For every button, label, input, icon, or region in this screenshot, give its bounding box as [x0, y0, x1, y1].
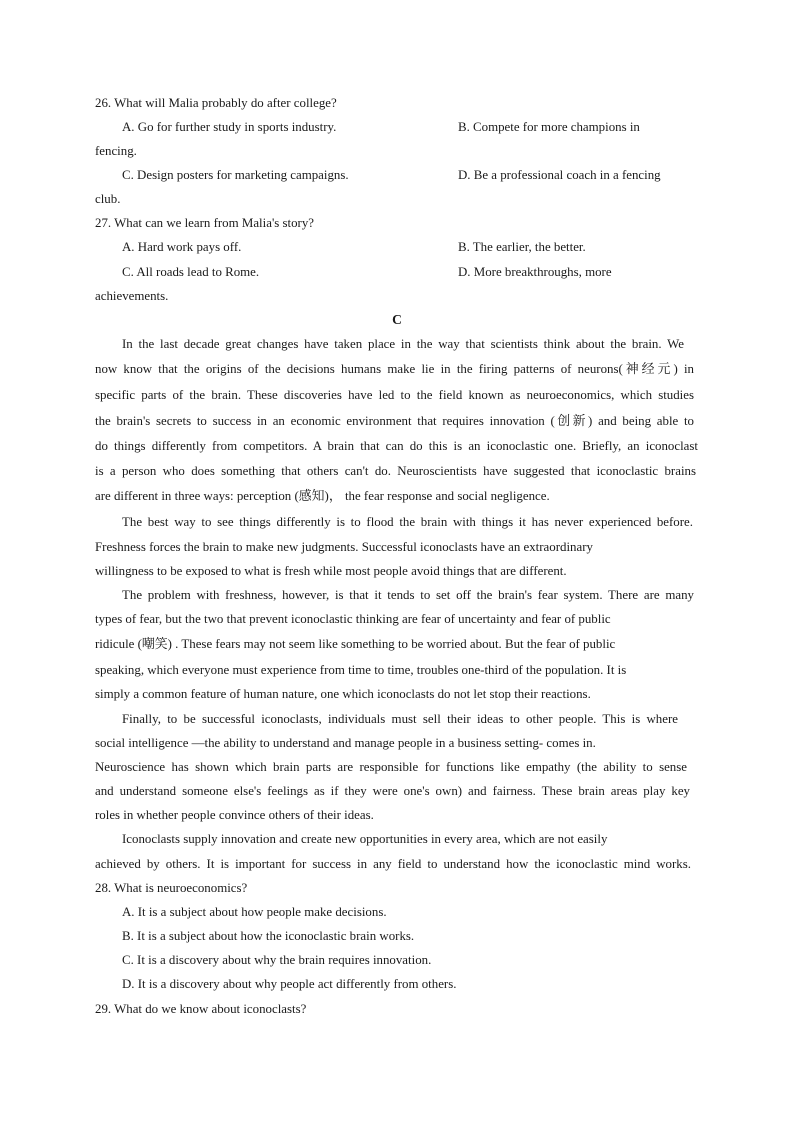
section-title: C	[392, 312, 402, 327]
q27-option-b: B. The earlier, the better.	[458, 240, 586, 254]
q27-option-d: D. More breakthroughs, more	[458, 265, 612, 279]
passage-line: Freshness forces the brain to make new judgments. Successful iconoclasts have an extraordinary	[95, 540, 593, 554]
passage-line: the brain's secrets to success in an economic environment that requires innovation (创新) and being able to	[95, 414, 694, 428]
passage-line: are different in three ways: perception (感知)， the fear response and social negligence.	[95, 489, 550, 503]
passage-line: now know that the origins of the decisions humans make lie in the firing patterns of neurons(神经元) in	[95, 362, 694, 376]
passage-line: simply a common feature of human nature, one which iconoclasts do not let stop their reactions.	[95, 687, 591, 701]
q26-option-b-cont: fencing.	[95, 144, 137, 158]
passage-line: ridicule (嘲笑) . These fears may not seem like something to be worried about. But the fear of public	[95, 637, 616, 651]
passage-line: In the last decade great changes have taken place in the way that scientists think about the brain. We	[122, 337, 684, 351]
q26-option-d: D. Be a professional coach in a fencing	[458, 168, 661, 182]
passage-line: roles in whether people convince others of their ideas.	[95, 808, 374, 822]
passage-line: and understand someone else's feelings as if they were one's own) and fairness. These brain areas play key	[95, 784, 690, 798]
q28-option-c: C. It is a discovery about why the brain requires innovation.	[122, 953, 432, 967]
passage-line: achieved by others. It is important for success in any field to understand how the iconoclastic mind works.	[95, 857, 691, 871]
passage-line: The problem with freshness, however, is that it tends to set off the brain's fear system. There are many	[122, 588, 694, 602]
q26-option-b: B. Compete for more champions in	[458, 120, 640, 134]
passage-line: speaking, which everyone must experience from time to time, troubles one-third of the population. It is	[95, 663, 627, 677]
question-26: 26. What will Malia probably do after college?	[95, 96, 337, 110]
q27-option-c: C. All roads lead to Rome.	[122, 265, 260, 279]
q28-option-d: D. It is a discovery about why people act differently from others.	[122, 977, 457, 991]
passage-line: specific parts of the brain. These discoveries have led to the field known as neuroeconomics, which studies	[95, 388, 694, 402]
passage-line: social intelligence —the ability to understand and manage people in a business setting- comes in.	[95, 736, 596, 750]
passage-line: types of fear, but the two that prevent iconoclastic thinking are fear of uncertainty and fear of public	[95, 612, 611, 626]
passage-line: Neuroscience has shown which brain parts are responsible for functions like empathy (the ability to sense	[95, 760, 687, 774]
q26-option-c: C. Design posters for marketing campaigns.	[122, 168, 349, 182]
passage-line: willingness to be exposed to what is fresh while most people avoid things that are different.	[95, 564, 567, 578]
question-29: 29. What do we know about iconoclasts?	[95, 1002, 307, 1016]
q26-option-a: A. Go for further study in sports industry.	[122, 120, 337, 134]
question-28: 28. What is neuroeconomics?	[95, 881, 248, 895]
passage-line: The best way to see things differently is to flood the brain with things it has never experienced before.	[122, 515, 693, 529]
question-27: 27. What can we learn from Malia's story?	[95, 216, 315, 230]
q28-option-b: B. It is a subject about how the iconoclastic brain works.	[122, 929, 415, 943]
q27-option-d-cont: achievements.	[95, 289, 169, 303]
passage-line: Finally, to be successful iconoclasts, individuals must sell their ideas to other people. This is where	[122, 712, 678, 726]
q26-option-d-cont: club.	[95, 192, 121, 206]
q27-option-a: A. Hard work pays off.	[122, 240, 242, 254]
passage-line: is a person who does something that others can't do. Neuroscientists have suggested that iconoclastic brains	[95, 464, 696, 478]
passage-line: do things differently from competitors. A brain that can do this is an iconoclastic one. Briefly, an iconoclast	[95, 439, 698, 453]
passage-line: Iconoclasts supply innovation and create new opportunities in every area, which are not easily	[122, 832, 608, 846]
q28-option-a: A. It is a subject about how people make decisions.	[122, 905, 387, 919]
